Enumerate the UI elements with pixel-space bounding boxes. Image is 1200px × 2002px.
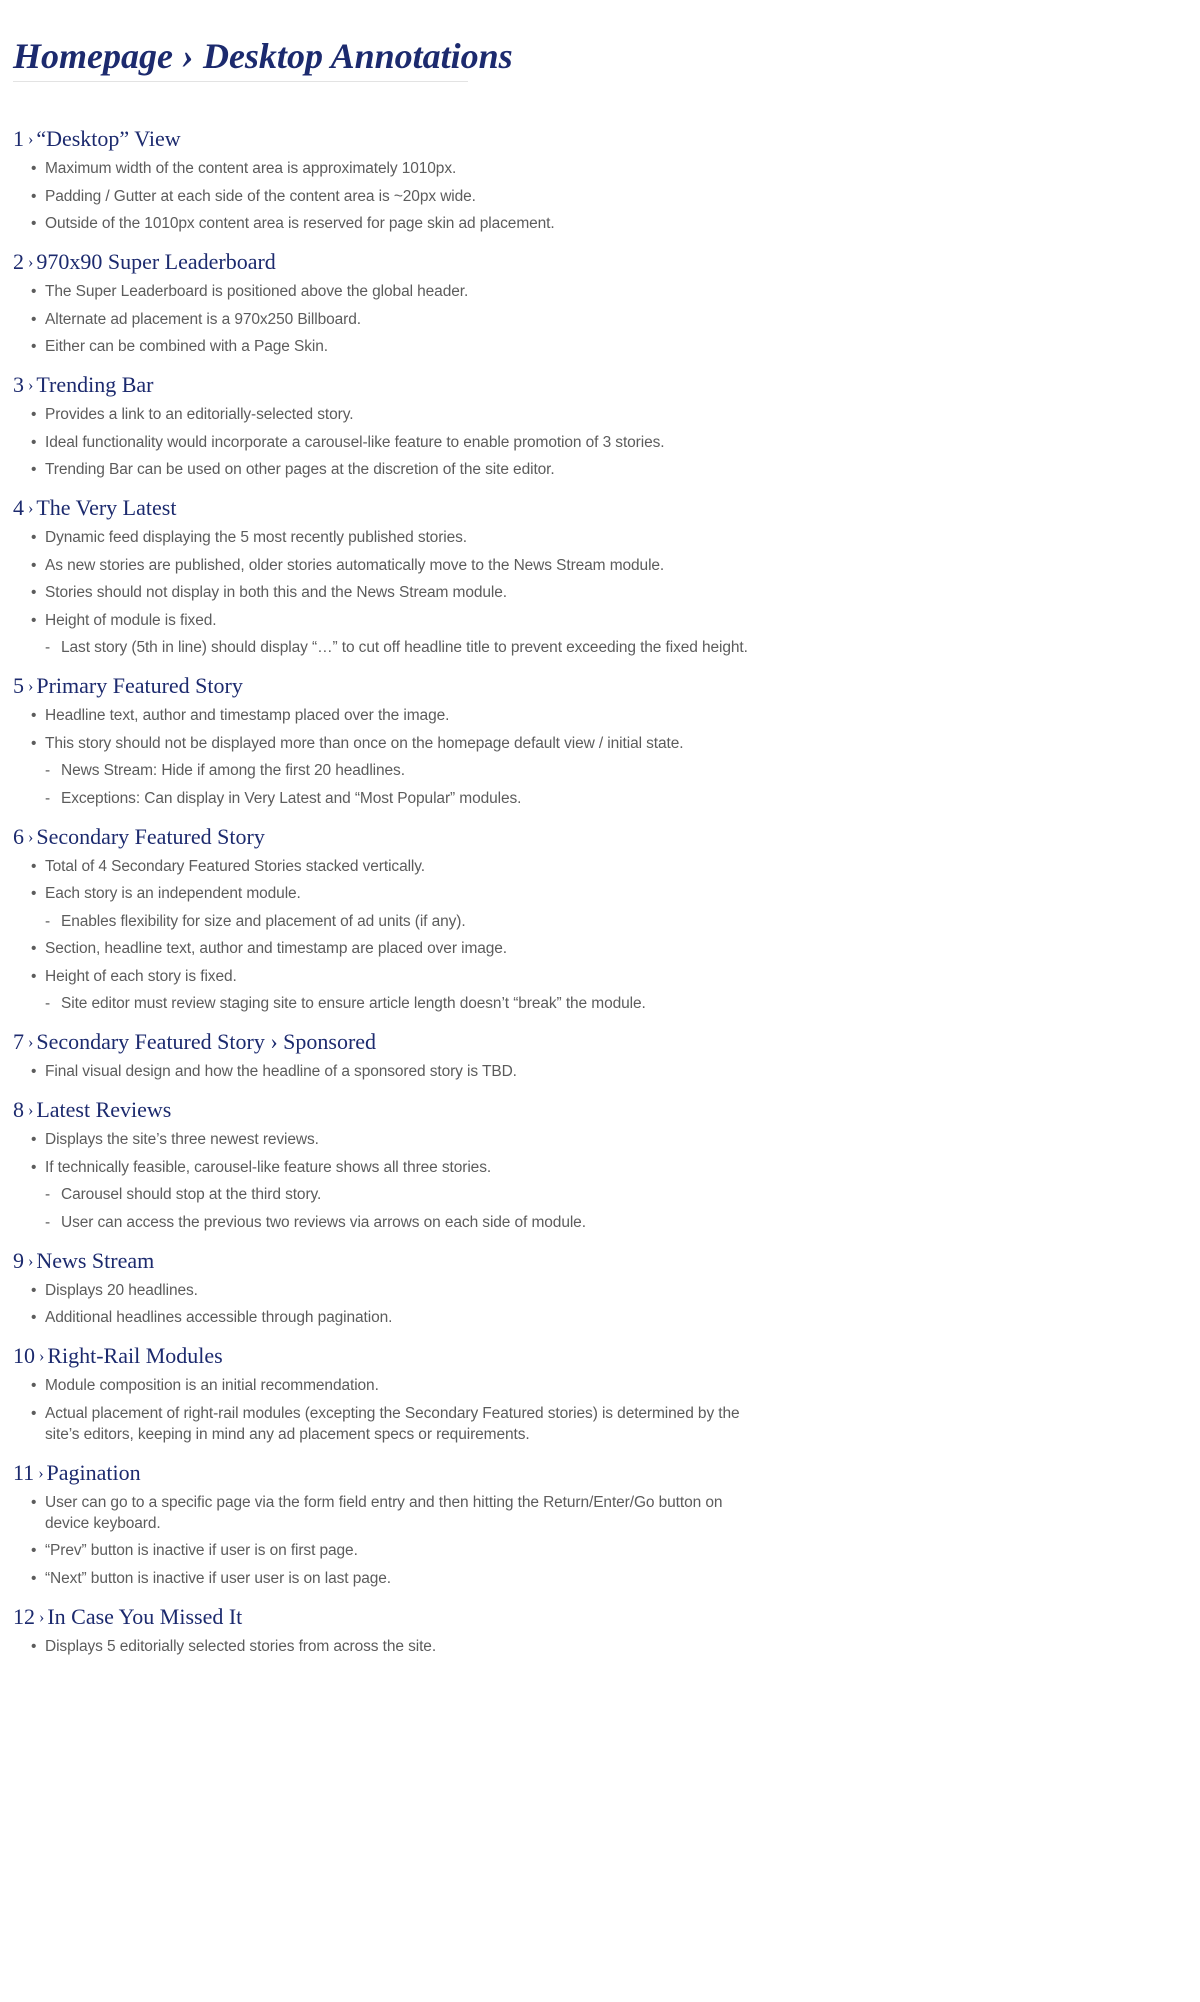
list-item-text: Padding / Gutter at each side of the content area is ~20px wide. <box>45 187 476 205</box>
list-item-text: Provides a link to an editorially-selected story. <box>45 406 354 423</box>
annotation-list <box>13 1061 753 1082</box>
bullet-icon: • <box>31 584 37 601</box>
annotation-list <box>13 1492 753 1589</box>
list-item <box>13 1636 753 1657</box>
bullet-icon: • <box>31 707 37 724</box>
annotation-list <box>13 158 753 234</box>
chevron-separator-icon: › <box>28 1102 34 1119</box>
annotation-section <box>13 370 753 480</box>
list-item <box>13 186 753 207</box>
list-item-text: User can access the previous two reviews via arrows on each side of module. <box>61 1213 586 1231</box>
list-item-text: Module composition is an initial recommendation. <box>45 1377 379 1394</box>
list-item <box>13 1061 753 1082</box>
list-item-text: Either can be combined with a Page Skin. <box>45 338 328 355</box>
bullet-icon: • <box>31 1637 37 1655</box>
annotation-section <box>13 1027 753 1082</box>
dash-icon: - <box>45 789 51 807</box>
list-item-text: Site editor must review staging site to ensure article length doesn’t “break” the module. <box>61 995 646 1012</box>
list-item <box>13 281 753 302</box>
sub-list-item <box>13 760 753 781</box>
bullet-icon: • <box>31 967 37 985</box>
list-item <box>13 938 753 959</box>
section-number: 10 <box>13 1343 35 1368</box>
annotation-list <box>13 1636 753 1657</box>
list-item <box>13 404 753 425</box>
section-number: 3 <box>13 372 24 397</box>
list-item-text: Alternate ad placement is a 970x250 Billboard. <box>45 310 361 328</box>
chevron-separator-icon: › <box>28 678 34 695</box>
annotation-section <box>13 822 753 1015</box>
section-title: Latest Reviews <box>36 1097 172 1122</box>
bullet-icon: • <box>31 1131 37 1148</box>
bullet-icon: • <box>31 885 37 902</box>
list-item-text: Maximum width of the content area is approximately 1010px. <box>45 160 457 177</box>
list-item <box>13 610 753 631</box>
section-number: 7 <box>13 1029 24 1054</box>
list-item-text: News Stream: Hide if among the first 20 headlines. <box>61 762 405 779</box>
list-item-text: Dynamic feed displaying the 5 most recently published stories. <box>45 529 467 546</box>
list-item-text: Total of 4 Secondary Featured Stories stacked vertically. <box>45 857 425 875</box>
annotation-list <box>13 281 753 357</box>
chevron-separator-icon: › <box>28 1252 34 1270</box>
bullet-icon: • <box>31 283 37 300</box>
title-divider <box>13 81 468 82</box>
bullet-icon: • <box>31 529 37 546</box>
bullet-icon: • <box>31 611 37 629</box>
annotation-sections <box>13 124 753 1657</box>
annotation-list <box>13 527 753 658</box>
bullet-icon: • <box>31 461 37 478</box>
section-heading <box>13 1095 753 1128</box>
chevron-separator-icon: › <box>39 1608 45 1626</box>
list-item-text: If technically feasible, carousel-like feature shows all three stories. <box>45 1158 492 1176</box>
annotation-section <box>13 493 753 658</box>
list-item <box>13 1403 753 1445</box>
list-item <box>13 459 753 480</box>
section-title: News Stream <box>36 1247 155 1273</box>
bullet-icon: • <box>31 310 37 328</box>
section-title: Primary Featured Story <box>36 673 243 698</box>
bullet-icon: • <box>31 1158 37 1176</box>
list-item <box>13 1540 753 1561</box>
section-number: 2 <box>13 249 24 274</box>
section-title: Right-Rail Modules <box>47 1343 223 1368</box>
section-title: Trending Bar <box>36 372 154 397</box>
sub-list-item <box>13 993 753 1014</box>
annotation-section <box>13 1095 753 1233</box>
bullet-icon: • <box>31 1404 37 1422</box>
list-item-text: “Prev” button is inactive if user is on first page. <box>45 1542 358 1559</box>
bullet-icon: • <box>31 1493 37 1511</box>
bullet-icon: • <box>31 187 37 205</box>
annotation-list <box>13 856 753 1015</box>
list-item-text: Section, headline text, author and timestamp are placed over image. <box>45 940 508 957</box>
annotation-section <box>13 124 753 234</box>
section-number: 11 <box>13 1459 35 1485</box>
section-number: 8 <box>13 1097 24 1122</box>
list-item <box>13 158 753 179</box>
section-number: 4 <box>13 495 24 520</box>
list-item-text: The Super Leaderboard is positioned above the global header. <box>45 283 469 300</box>
bullet-icon: • <box>31 215 37 232</box>
page-title: Homepage › Desktop Annotations <box>13 36 513 76</box>
list-item-text: Final visual design and how the headline of a sponsored story is TBD. <box>45 1063 517 1080</box>
chevron-separator-icon: › <box>38 1464 44 1482</box>
bullet-icon: • <box>31 160 37 177</box>
annotations-page <box>13 0 753 1670</box>
list-item <box>13 733 753 754</box>
dash-icon: - <box>45 639 51 656</box>
list-item <box>13 432 753 453</box>
chevron-separator-icon: › <box>28 828 34 846</box>
section-heading <box>13 124 753 157</box>
list-item <box>13 856 753 877</box>
annotation-list <box>13 1129 753 1233</box>
dash-icon: - <box>45 1213 51 1231</box>
dash-icon: - <box>45 995 51 1012</box>
section-number: 9 <box>13 1247 24 1273</box>
section-heading <box>13 1602 753 1635</box>
annotation-list <box>13 404 753 480</box>
section-heading <box>13 822 753 855</box>
section-title: The Very Latest <box>36 495 177 520</box>
list-item <box>13 555 753 576</box>
annotation-section <box>13 1458 753 1589</box>
list-item-text: Enables flexibility for size and placement of ad units (if any). <box>61 912 466 930</box>
annotation-list <box>13 1375 753 1445</box>
section-heading <box>13 370 753 403</box>
bullet-icon: • <box>31 940 37 957</box>
chevron-separator-icon: › <box>28 500 34 517</box>
bullet-icon: • <box>31 433 37 451</box>
dash-icon: - <box>45 912 51 930</box>
bullet-icon: • <box>31 556 37 574</box>
section-heading <box>13 671 753 704</box>
section-heading <box>13 1458 753 1491</box>
list-item-text: Carousel should stop at the third story. <box>61 1186 322 1203</box>
list-item-text: “Next” button is inactive if user user is on last page. <box>45 1569 391 1587</box>
bullet-icon: • <box>31 857 37 875</box>
list-item-text: Exceptions: Can display in Very Latest and “Most Popular” modules. <box>61 789 522 807</box>
section-number: 5 <box>13 673 24 698</box>
list-item <box>13 705 753 726</box>
list-item-text: Headline text, author and timestamp placed over the image. <box>45 707 450 724</box>
section-number: 1 <box>13 126 24 151</box>
list-item <box>13 1375 753 1396</box>
annotation-section <box>13 247 753 357</box>
list-item-text: User can go to a specific page via the form field entry and then hitting the Return/Enter/Go button on device keyboard. <box>45 1493 723 1532</box>
list-item <box>13 1492 753 1534</box>
list-item-text: Each story is an independent module. <box>45 885 301 902</box>
list-item <box>13 336 753 357</box>
chevron-separator-icon: › <box>28 131 34 148</box>
section-heading <box>13 247 753 280</box>
list-item <box>13 213 753 234</box>
section-title: Pagination <box>46 1459 141 1485</box>
list-item-text: Displays the site’s three newest reviews. <box>45 1131 319 1148</box>
section-title: “Desktop” View <box>36 126 181 151</box>
annotation-section <box>13 1246 753 1329</box>
list-item-text: Displays 5 editorially selected stories from across the site. <box>45 1637 437 1655</box>
list-item-text: Actual placement of right-rail modules (excepting the Secondary Featured stories) is determined by the site’s editors, keeping in mind any ad placement specs or requirements. <box>45 1404 740 1443</box>
list-item-text: As new stories are published, older stories automatically move to the News Stream module. <box>45 556 665 574</box>
annotation-list <box>13 1280 753 1329</box>
list-item <box>13 1129 753 1150</box>
chevron-separator-icon: › <box>28 1034 34 1051</box>
chevron-separator-icon: › <box>28 254 34 271</box>
list-item-text: Ideal functionality would incorporate a carousel-like feature to enable promotion of 3 stories. <box>45 433 665 451</box>
section-heading <box>13 1027 753 1060</box>
bullet-icon: • <box>31 734 37 752</box>
bullet-icon: • <box>31 1281 37 1299</box>
dash-icon: - <box>45 762 51 779</box>
list-item-text: Additional headlines accessible through pagination. <box>45 1309 393 1326</box>
section-heading <box>13 1246 753 1279</box>
chevron-separator-icon: › <box>39 1348 45 1365</box>
section-title: In Case You Missed It <box>47 1603 243 1629</box>
list-item-text: Trending Bar can be used on other pages at the discretion of the site editor. <box>45 461 555 478</box>
list-item <box>13 527 753 548</box>
section-heading <box>13 1341 753 1374</box>
bullet-icon: • <box>31 1542 37 1559</box>
sub-list-item <box>13 788 753 809</box>
list-item <box>13 1280 753 1301</box>
dash-icon: - <box>45 1186 51 1203</box>
section-title: Secondary Featured Story › Sponsored <box>36 1029 377 1054</box>
list-item-text: Stories should not display in both this and the News Stream module. <box>45 584 508 601</box>
bullet-icon: • <box>31 1063 37 1080</box>
annotation-section <box>13 1602 753 1657</box>
list-item-text: Displays 20 headlines. <box>45 1281 198 1299</box>
section-title: 970x90 Super Leaderboard <box>36 249 276 274</box>
list-item-text: Height of module is fixed. <box>45 611 217 629</box>
section-number: 12 <box>13 1603 35 1629</box>
list-item <box>13 966 753 987</box>
sub-list-item <box>13 911 753 932</box>
annotation-section <box>13 671 753 809</box>
list-item-text: Height of each story is fixed. <box>45 967 237 985</box>
list-item <box>13 1568 753 1589</box>
list-item <box>13 309 753 330</box>
section-heading <box>13 493 753 526</box>
bullet-icon: • <box>31 1377 37 1394</box>
sub-list-item <box>13 1184 753 1205</box>
list-item-text: Outside of the 1010px content area is reserved for page skin ad placement. <box>45 215 555 232</box>
list-item <box>13 1307 753 1328</box>
sub-list-item <box>13 1212 753 1233</box>
bullet-icon: • <box>31 1309 37 1326</box>
annotation-section <box>13 1341 753 1445</box>
chevron-separator-icon: › <box>28 377 34 394</box>
bullet-icon: • <box>31 338 37 355</box>
sub-list-item <box>13 637 753 658</box>
section-number: 6 <box>13 823 24 849</box>
list-item-text: Last story (5th in line) should display “…” to cut off headline title to prevent exceeding the fixed height. <box>61 639 748 656</box>
list-item <box>13 1157 753 1178</box>
bullet-icon: • <box>31 1569 37 1587</box>
list-item <box>13 582 753 603</box>
list-item-text: This story should not be displayed more than once on the homepage default view / initial state. <box>45 734 684 752</box>
section-title: Secondary Featured Story <box>36 823 265 849</box>
annotation-list <box>13 705 753 809</box>
bullet-icon: • <box>31 406 37 423</box>
list-item <box>13 883 753 904</box>
